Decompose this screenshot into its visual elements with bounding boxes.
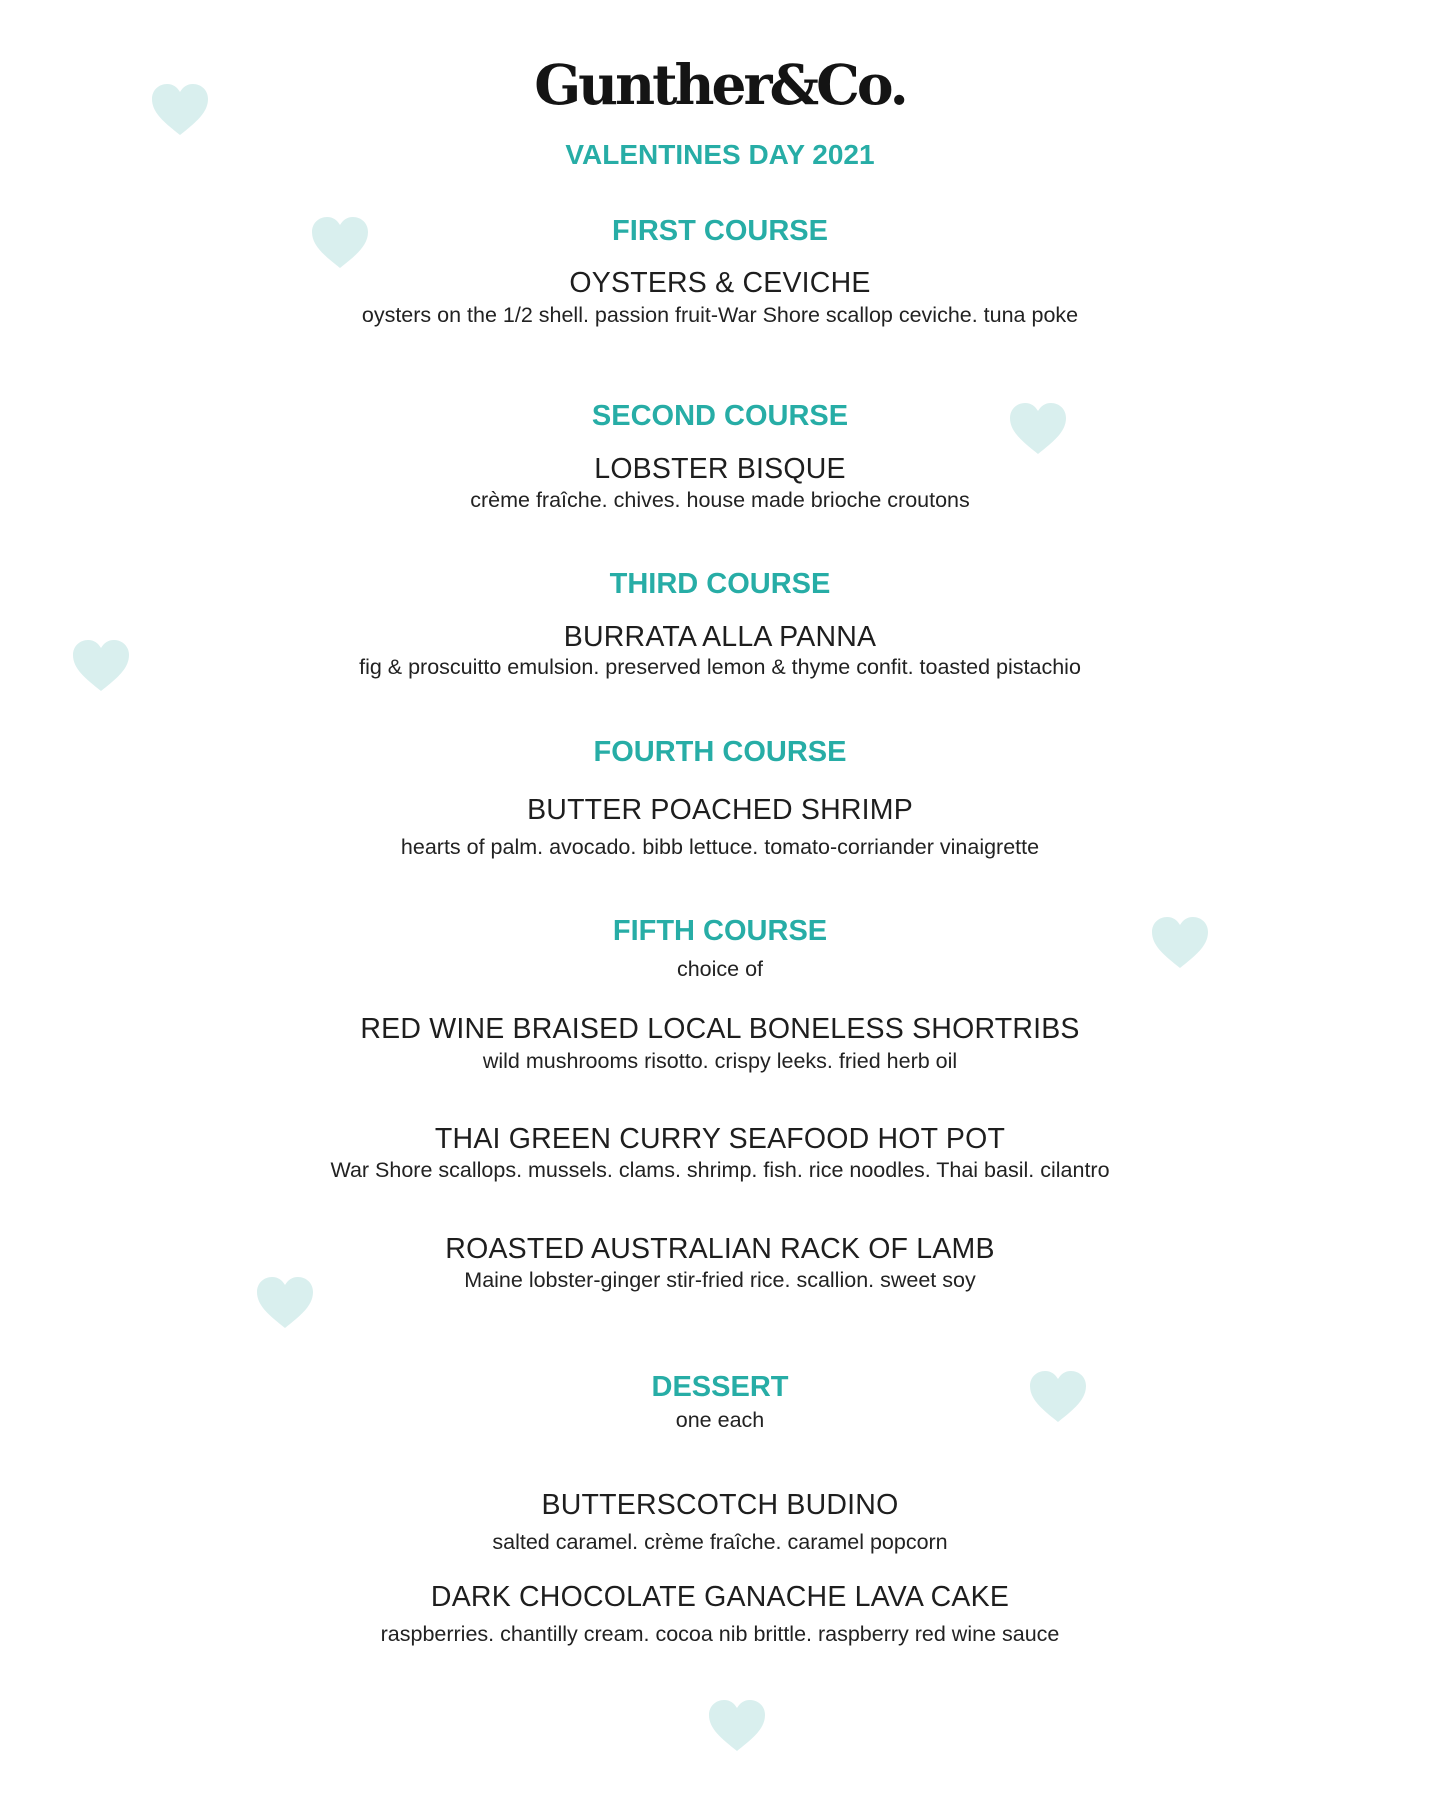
fifth-course-option-description: Maine lobster-ginger stir-fried rice. scallion. sweet soy — [464, 1268, 976, 1292]
fifth-course-note: choice of — [676, 957, 764, 981]
fourth-course-title: FOURTH COURSE — [593, 736, 847, 768]
first-course-dish: OYSTERS & CEVICHE — [569, 267, 871, 299]
fifth-course-option-dish: RED WINE BRAISED LOCAL BONELESS SHORTRIBS — [360, 1013, 1080, 1045]
dessert-option-description: salted caramel. crème fraîche. caramel popcorn — [492, 1530, 948, 1554]
dessert-option-dish: BUTTERSCOTCH BUDINO — [541, 1489, 899, 1521]
dessert-note: one each — [675, 1408, 765, 1432]
fourth-course-description: hearts of palm. avocado. bibb lettuce. tomato-corriander vinaigrette — [400, 835, 1040, 859]
restaurant-logo: Gunther&Co. — [534, 52, 906, 117]
second-course-title: SECOND COURSE — [591, 400, 849, 432]
third-course-dish: BURRATA ALLA PANNA — [563, 621, 877, 653]
fifth-course-option-description: War Shore scallops. mussels. clams. shrimp. fish. rice noodles. Thai basil. cilantro — [330, 1158, 1110, 1182]
second-course-description: crème fraîche. chives. house made brioche croutons — [470, 488, 970, 512]
third-course-description: fig & proscuitto emulsion. preserved lemon & thyme confit. toasted pistachio — [359, 655, 1081, 679]
dessert-option-dish: DARK CHOCOLATE GANACHE LAVA CAKE — [430, 1581, 1010, 1613]
menu-occasion-title: VALENTINES DAY 2021 — [565, 139, 875, 170]
fifth-course-title: FIFTH COURSE — [612, 915, 828, 947]
first-course-description: oysters on the 1/2 shell. passion fruit-War Shore scallop ceviche. tuna poke — [361, 303, 1079, 327]
third-course-title: THIRD COURSE — [609, 568, 831, 600]
first-course-title: FIRST COURSE — [612, 215, 828, 247]
fifth-course-option-dish: THAI GREEN CURRY SEAFOOD HOT POT — [434, 1123, 1006, 1155]
second-course-dish: LOBSTER BISQUE — [594, 453, 846, 485]
fifth-course-option-description: wild mushrooms risotto. crispy leeks. fried herb oil — [482, 1049, 958, 1073]
dessert-option-description: raspberries. chantilly cream. cocoa nib brittle. raspberry red wine sauce — [380, 1622, 1060, 1646]
heart-icon — [707, 1698, 767, 1753]
dessert-title: DESSERT — [651, 1371, 789, 1403]
fifth-course-option-dish: ROASTED AUSTRALIAN RACK OF LAMB — [445, 1233, 995, 1265]
fourth-course-dish: BUTTER POACHED SHRIMP — [527, 794, 913, 826]
